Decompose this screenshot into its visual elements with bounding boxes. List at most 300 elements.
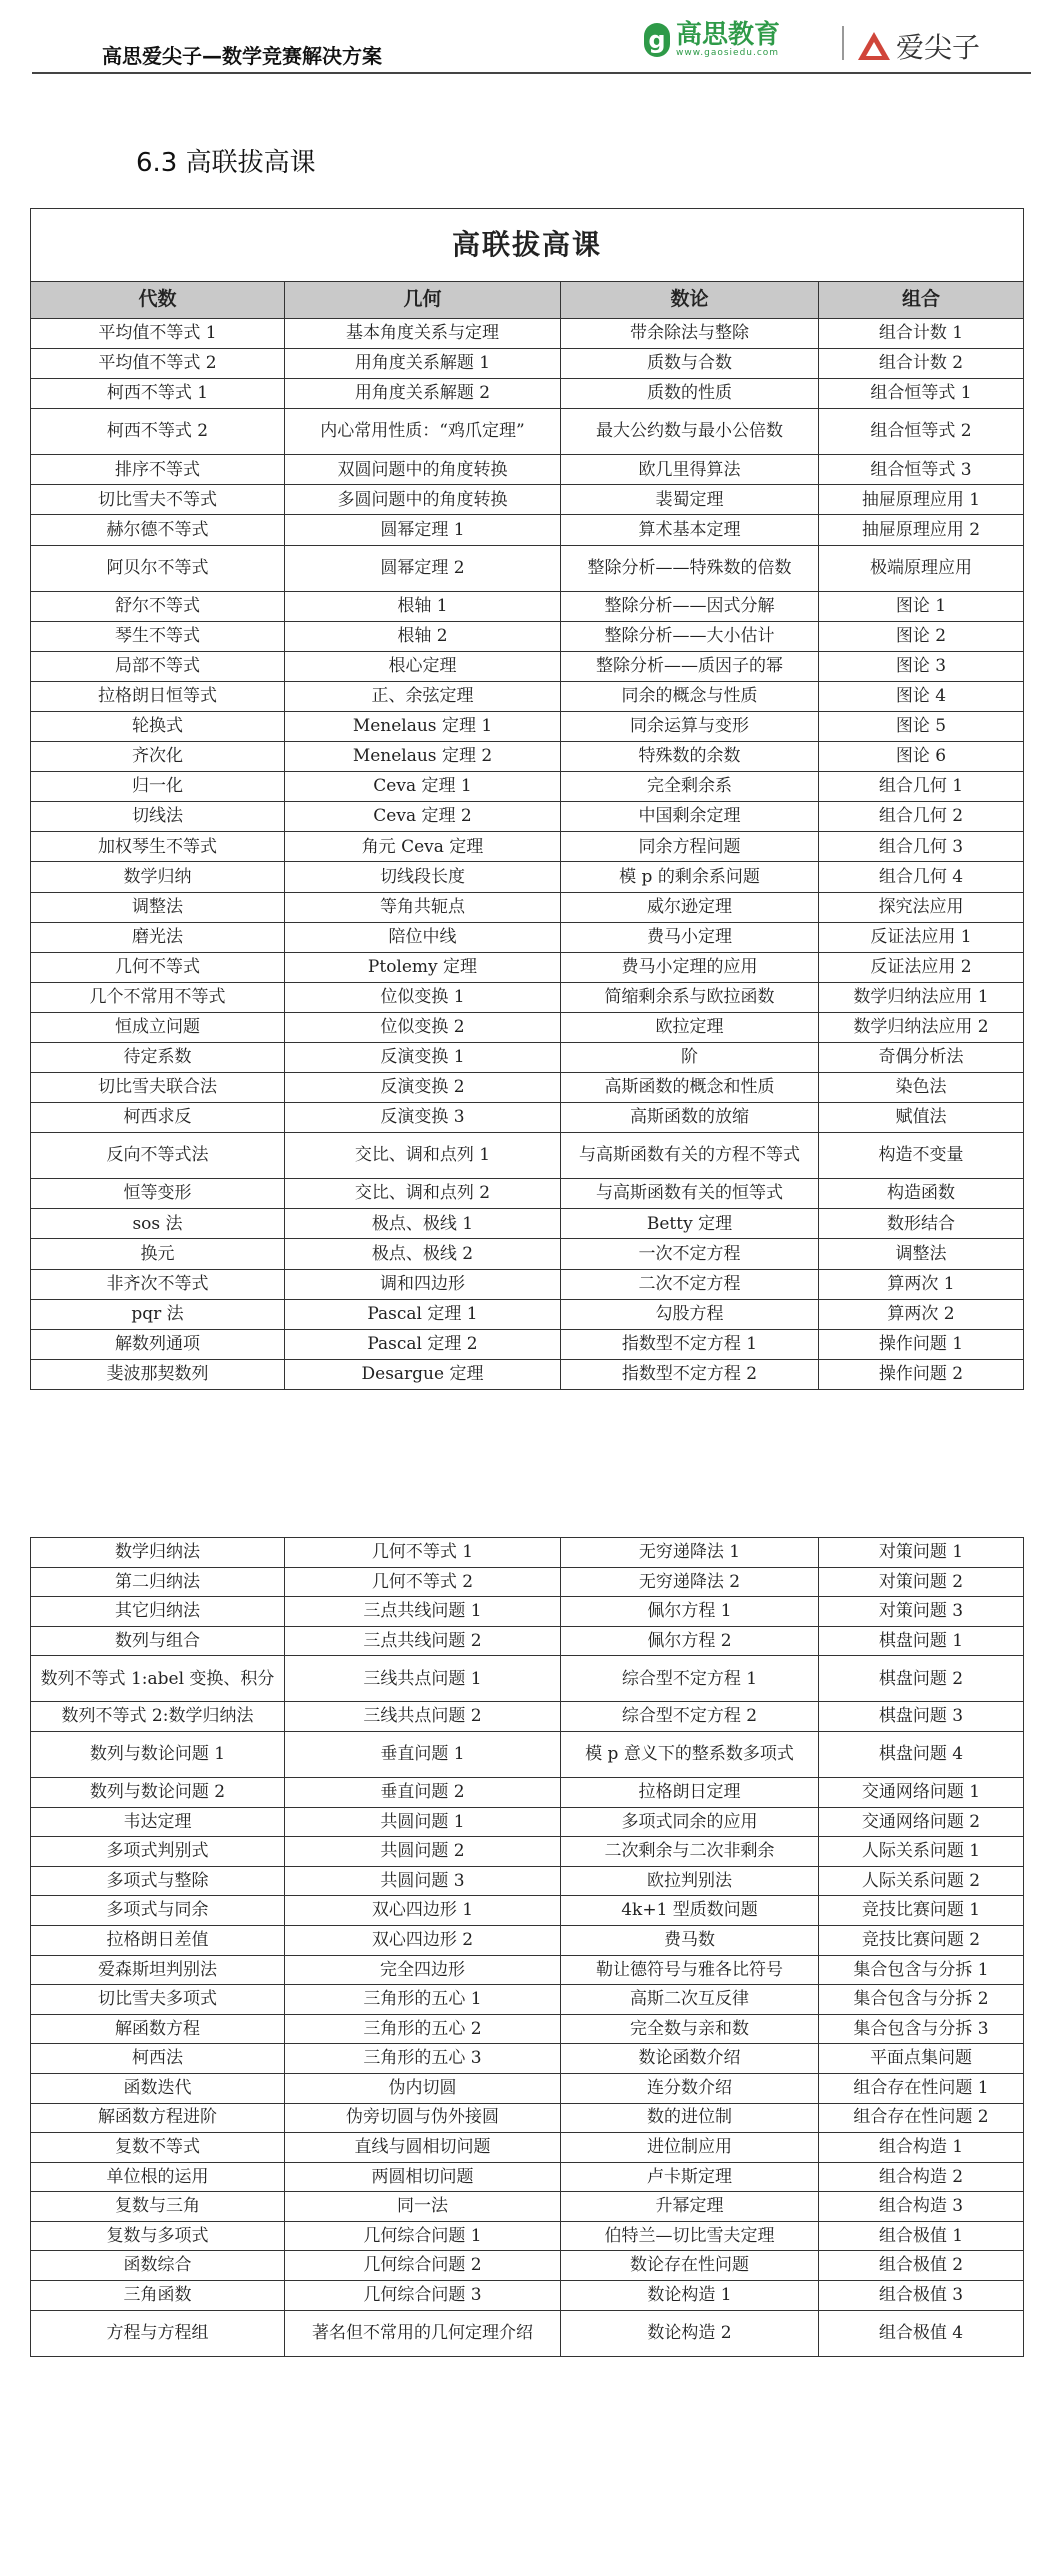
aijianzi-logo — [858, 26, 980, 66]
cell-combinatorics: 图论 6 — [819, 742, 1024, 772]
course-table-part-1 — [30, 208, 1024, 1390]
cell-algebra: 函数综合 — [31, 2251, 285, 2281]
cell-geometry: 直线与圆相切问题 — [285, 2133, 561, 2163]
cell-number-theory: 勾股方程 — [561, 1299, 819, 1329]
cell-algebra: 局部不等式 — [31, 651, 285, 681]
cell-number-theory: 模 p 的剩余系问题 — [561, 862, 819, 892]
cell-algebra: 排序不等式 — [31, 455, 285, 485]
cell-geometry: 垂直问题 1 — [285, 1731, 561, 1777]
cell-geometry: 陪位中线 — [285, 922, 561, 952]
cell-geometry: 伪旁切圆与伪外接圆 — [285, 2103, 561, 2133]
cell-algebra: 非齐次不等式 — [31, 1269, 285, 1299]
cell-combinatorics: 算两次 2 — [819, 1299, 1024, 1329]
cell-algebra: 数学归纳 — [31, 862, 285, 892]
cell-number-theory: 高斯函数的放缩 — [561, 1103, 819, 1133]
table-row — [31, 379, 1024, 409]
cell-geometry: Pascal 定理 1 — [285, 1299, 561, 1329]
cell-combinatorics: 组合恒等式 3 — [819, 455, 1024, 485]
cell-number-theory: 质数与合数 — [561, 349, 819, 379]
page-header — [32, 0, 1031, 74]
table-row — [31, 742, 1024, 772]
cell-geometry: 两圆相切问题 — [285, 2162, 561, 2192]
cell-geometry: 双心四边形 1 — [285, 1896, 561, 1926]
table-row — [31, 2310, 1024, 2356]
cell-combinatorics: 集合包含与分拆 3 — [819, 2014, 1024, 2044]
table-row — [31, 1359, 1024, 1389]
cell-algebra: 三角函数 — [31, 2281, 285, 2311]
table-row — [31, 1837, 1024, 1867]
cell-geometry: 圆幂定理 1 — [285, 515, 561, 545]
table-row — [31, 772, 1024, 802]
table-row — [31, 2192, 1024, 2222]
cell-geometry: 三角形的五心 1 — [285, 1985, 561, 2015]
cell-algebra: 拉格朗日差值 — [31, 1925, 285, 1955]
cell-combinatorics: 人际关系问题 1 — [819, 1837, 1024, 1867]
cell-geometry: 伪内切圆 — [285, 2073, 561, 2103]
cell-combinatorics: 探究法应用 — [819, 892, 1024, 922]
cell-combinatorics: 组合构造 3 — [819, 2192, 1024, 2222]
cell-combinatorics: 交通网络问题 1 — [819, 1777, 1024, 1807]
cell-algebra: 斐波那契数列 — [31, 1359, 285, 1389]
table-row — [31, 681, 1024, 711]
cell-combinatorics: 组合极值 1 — [819, 2221, 1024, 2251]
cell-algebra: 赫尔德不等式 — [31, 515, 285, 545]
aijianzi-logo-icon — [858, 32, 890, 60]
cell-number-theory: 完全数与亲和数 — [561, 2014, 819, 2044]
cell-algebra: 数列不等式 1:abel 变换、积分 — [31, 1656, 285, 1702]
cell-number-theory: 整除分析——因式分解 — [561, 591, 819, 621]
cell-algebra: 归一化 — [31, 772, 285, 802]
cell-combinatorics: 交通网络问题 2 — [819, 1807, 1024, 1837]
cell-combinatorics: 抽屉原理应用 1 — [819, 485, 1024, 515]
cell-geometry: 垂直问题 2 — [285, 1777, 561, 1807]
cell-number-theory: 费马数 — [561, 1925, 819, 1955]
table-row — [31, 862, 1024, 892]
table-row — [31, 2162, 1024, 2192]
table-row — [31, 1042, 1024, 1072]
cell-geometry: Pascal 定理 2 — [285, 1329, 561, 1359]
cell-algebra: 复数与多项式 — [31, 2221, 285, 2251]
cell-number-theory: 连分数介绍 — [561, 2073, 819, 2103]
cell-number-theory: 卢卡斯定理 — [561, 2162, 819, 2192]
cell-number-theory: 裴蜀定理 — [561, 485, 819, 515]
cell-number-theory: 数论存在性问题 — [561, 2251, 819, 2281]
table-row — [31, 2073, 1024, 2103]
cell-algebra: 齐次化 — [31, 742, 285, 772]
cell-number-theory: 与高斯函数有关的方程不等式 — [561, 1133, 819, 1179]
cell-combinatorics: 组合计数 2 — [819, 349, 1024, 379]
cell-combinatorics: 抽屉原理应用 2 — [819, 515, 1024, 545]
cell-geometry: 反演变换 3 — [285, 1103, 561, 1133]
cell-algebra: 爱森斯坦判别法 — [31, 1955, 285, 1985]
cell-combinatorics: 调整法 — [819, 1239, 1024, 1269]
table-row — [31, 1329, 1024, 1359]
cell-geometry: 用角度关系解题 1 — [285, 349, 561, 379]
cell-geometry: 三点共线问题 2 — [285, 1626, 561, 1656]
cell-number-theory: 综合型不定方程 2 — [561, 1702, 819, 1732]
cell-geometry: 角元 Ceva 定理 — [285, 832, 561, 862]
column-header-algebra: 代数 — [31, 282, 285, 319]
table-row — [31, 711, 1024, 741]
cell-algebra: 其它归纳法 — [31, 1597, 285, 1627]
cell-algebra: 复数与三角 — [31, 2192, 285, 2222]
cell-combinatorics: 平面点集问题 — [819, 2044, 1024, 2074]
cell-algebra: 数学归纳法 — [31, 1538, 285, 1568]
cell-combinatorics: 图论 4 — [819, 681, 1024, 711]
cell-algebra: 韦达定理 — [31, 1807, 285, 1837]
table-row — [31, 2221, 1024, 2251]
cell-combinatorics: 组合构造 2 — [819, 2162, 1024, 2192]
cell-combinatorics: 组合几何 1 — [819, 772, 1024, 802]
table-row — [31, 1626, 1024, 1656]
cell-geometry: 著名但不常用的几何定理介绍 — [285, 2310, 561, 2356]
cell-geometry: 反演变换 1 — [285, 1042, 561, 1072]
cell-number-theory: 伯特兰—切比雪夫定理 — [561, 2221, 819, 2251]
cell-algebra: 反向不等式法 — [31, 1133, 285, 1179]
cell-combinatorics: 奇偶分析法 — [819, 1042, 1024, 1072]
table-row — [31, 1012, 1024, 1042]
cell-combinatorics: 染色法 — [819, 1073, 1024, 1103]
cell-geometry: 双心四边形 2 — [285, 1925, 561, 1955]
cell-algebra: 舒尔不等式 — [31, 591, 285, 621]
cell-combinatorics: 组合几何 2 — [819, 802, 1024, 832]
cell-geometry: 几何综合问题 2 — [285, 2251, 561, 2281]
cell-algebra: 函数迭代 — [31, 2073, 285, 2103]
table-row — [31, 319, 1024, 349]
cell-algebra: 切比雪夫多项式 — [31, 1985, 285, 2015]
table-row — [31, 591, 1024, 621]
cell-algebra: 切比雪夫不等式 — [31, 485, 285, 515]
cell-geometry: 共圆问题 2 — [285, 1837, 561, 1867]
table-row — [31, 545, 1024, 591]
table-row — [31, 832, 1024, 862]
table-row — [31, 455, 1024, 485]
cell-number-theory: 数论函数介绍 — [561, 2044, 819, 2074]
table-row — [31, 952, 1024, 982]
cell-number-theory: 综合型不定方程 1 — [561, 1656, 819, 1702]
cell-algebra: 柯西法 — [31, 2044, 285, 2074]
column-header-number-theory: 数论 — [561, 282, 819, 319]
table-row — [31, 1179, 1024, 1209]
cell-combinatorics: 数学归纳法应用 1 — [819, 982, 1024, 1012]
cell-number-theory: 佩尔方程 1 — [561, 1597, 819, 1627]
table-row — [31, 1955, 1024, 1985]
cell-algebra: 解数列通项 — [31, 1329, 285, 1359]
cell-number-theory: 二次剩余与二次非剩余 — [561, 1837, 819, 1867]
table-row — [31, 485, 1024, 515]
cell-combinatorics: 构造不变量 — [819, 1133, 1024, 1179]
cell-algebra: 数列不等式 2:数学归纳法 — [31, 1702, 285, 1732]
table-row — [31, 515, 1024, 545]
cell-number-theory: 同余的概念与性质 — [561, 681, 819, 711]
cell-combinatorics: 对策问题 2 — [819, 1567, 1024, 1597]
cell-combinatorics: 组合存在性问题 1 — [819, 2073, 1024, 2103]
cell-combinatorics: 图论 3 — [819, 651, 1024, 681]
cell-geometry: 同一法 — [285, 2192, 561, 2222]
cell-combinatorics: 竞技比赛问题 2 — [819, 1925, 1024, 1955]
cell-combinatorics: 棋盘问题 4 — [819, 1731, 1024, 1777]
cell-number-theory: 进位制应用 — [561, 2133, 819, 2163]
cell-number-theory: 佩尔方程 2 — [561, 1626, 819, 1656]
section-title: 6.3 高联拔高课 — [136, 148, 316, 178]
cell-geometry: 正、余弦定理 — [285, 681, 561, 711]
cell-number-theory: 费马小定理的应用 — [561, 952, 819, 982]
cell-geometry: 等角共轭点 — [285, 892, 561, 922]
cell-geometry: 三点共线问题 1 — [285, 1597, 561, 1627]
cell-number-theory: 简缩剩余系与欧拉函数 — [561, 982, 819, 1012]
cell-number-theory: 整除分析——特殊数的倍数 — [561, 545, 819, 591]
cell-number-theory: 4k+1 型质数问题 — [561, 1896, 819, 1926]
table-row — [31, 1896, 1024, 1926]
cell-geometry: 调和四边形 — [285, 1269, 561, 1299]
cell-number-theory: 整除分析——大小估计 — [561, 621, 819, 651]
cell-number-theory: 同余方程问题 — [561, 832, 819, 862]
cell-algebra: 解函数方程进阶 — [31, 2103, 285, 2133]
cell-geometry: 三角形的五心 3 — [285, 2044, 561, 2074]
table-row — [31, 1269, 1024, 1299]
cell-geometry: 极点、极线 1 — [285, 1209, 561, 1239]
cell-geometry: 双圆问题中的角度转换 — [285, 455, 561, 485]
cell-algebra: 平均值不等式 2 — [31, 349, 285, 379]
cell-combinatorics: 组合构造 1 — [819, 2133, 1024, 2163]
cell-geometry: 几何不等式 2 — [285, 1567, 561, 1597]
table-row — [31, 922, 1024, 952]
cell-number-theory: 数的进位制 — [561, 2103, 819, 2133]
cell-geometry: 三角形的五心 2 — [285, 2014, 561, 2044]
cell-number-theory: 升幂定理 — [561, 2192, 819, 2222]
table-row — [31, 1807, 1024, 1837]
cell-number-theory: 欧拉定理 — [561, 1012, 819, 1042]
cell-number-theory: 与高斯函数有关的恒等式 — [561, 1179, 819, 1209]
table-row — [31, 651, 1024, 681]
cell-algebra: 柯西不等式 1 — [31, 379, 285, 409]
cell-algebra: 第二归纳法 — [31, 1567, 285, 1597]
table-row — [31, 2251, 1024, 2281]
cell-number-theory: 无穷递降法 2 — [561, 1567, 819, 1597]
table-header-row — [31, 282, 1024, 319]
cell-algebra: 琴生不等式 — [31, 621, 285, 651]
table-row — [31, 1925, 1024, 1955]
cell-algebra: 加权琴生不等式 — [31, 832, 285, 862]
cell-geometry: 圆幂定理 2 — [285, 545, 561, 591]
cell-number-theory: 欧几里得算法 — [561, 455, 819, 485]
cell-number-theory: 高斯二次互反律 — [561, 1985, 819, 2015]
cell-geometry: 用角度关系解题 2 — [285, 379, 561, 409]
column-header-geometry: 几何 — [285, 282, 561, 319]
table-row — [31, 2133, 1024, 2163]
cell-number-theory: Betty 定理 — [561, 1209, 819, 1239]
cell-combinatorics: 组合恒等式 1 — [819, 379, 1024, 409]
table-row — [31, 2281, 1024, 2311]
cell-geometry: 交比、调和点列 2 — [285, 1179, 561, 1209]
cell-algebra: 柯西求反 — [31, 1103, 285, 1133]
cell-combinatorics: 赋值法 — [819, 1103, 1024, 1133]
cell-algebra: 多项式与整除 — [31, 1866, 285, 1896]
cell-algebra: 多项式与同余 — [31, 1896, 285, 1926]
table-row — [31, 1567, 1024, 1597]
cell-combinatorics: 棋盘问题 1 — [819, 1626, 1024, 1656]
table-row — [31, 2103, 1024, 2133]
cell-algebra: 数列与数论问题 2 — [31, 1777, 285, 1807]
cell-algebra: 复数不等式 — [31, 2133, 285, 2163]
cell-algebra: 平均值不等式 1 — [31, 319, 285, 349]
cell-combinatorics: 组合恒等式 2 — [819, 409, 1024, 455]
cell-geometry: 内心常用性质：“鸡爪定理” — [285, 409, 561, 455]
cell-geometry: 反演变换 2 — [285, 1073, 561, 1103]
cell-algebra: 切线法 — [31, 802, 285, 832]
cell-number-theory: 数论构造 1 — [561, 2281, 819, 2311]
cell-combinatorics: 组合计数 1 — [819, 319, 1024, 349]
cell-number-theory: 带余除法与整除 — [561, 319, 819, 349]
cell-combinatorics: 组合几何 4 — [819, 862, 1024, 892]
cell-combinatorics: 组合极值 4 — [819, 2310, 1024, 2356]
cell-number-theory: 特殊数的余数 — [561, 742, 819, 772]
cell-geometry: Menelaus 定理 1 — [285, 711, 561, 741]
cell-geometry: 根心定理 — [285, 651, 561, 681]
cell-algebra: pqr 法 — [31, 1299, 285, 1329]
cell-geometry: 三线共点问题 1 — [285, 1656, 561, 1702]
cell-algebra: 磨光法 — [31, 922, 285, 952]
cell-number-theory: 指数型不定方程 1 — [561, 1329, 819, 1359]
table-row — [31, 982, 1024, 1012]
table-row — [31, 1103, 1024, 1133]
cell-geometry: 根轴 1 — [285, 591, 561, 621]
cell-geometry: Ceva 定理 1 — [285, 772, 561, 802]
table-row — [31, 1866, 1024, 1896]
cell-algebra: 切比雪夫联合法 — [31, 1073, 285, 1103]
table-row — [31, 1133, 1024, 1179]
cell-algebra: 多项式判别式 — [31, 1837, 285, 1867]
cell-combinatorics: 组合几何 3 — [819, 832, 1024, 862]
cell-algebra: 轮换式 — [31, 711, 285, 741]
cell-combinatorics: 棋盘问题 3 — [819, 1702, 1024, 1732]
cell-number-theory: 欧拉判别法 — [561, 1866, 819, 1896]
cell-number-theory: 一次不定方程 — [561, 1239, 819, 1269]
cell-algebra: 待定系数 — [31, 1042, 285, 1072]
cell-combinatorics: 组合极值 2 — [819, 2251, 1024, 2281]
table-row — [31, 1073, 1024, 1103]
cell-algebra: 几个不常用不等式 — [31, 982, 285, 1012]
cell-combinatorics: 反证法应用 1 — [819, 922, 1024, 952]
cell-geometry: 三线共点问题 2 — [285, 1702, 561, 1732]
table-row — [31, 1239, 1024, 1269]
cell-algebra: 拉格朗日恒等式 — [31, 681, 285, 711]
cell-combinatorics: 操作问题 1 — [819, 1329, 1024, 1359]
cell-geometry: 共圆问题 1 — [285, 1807, 561, 1837]
cell-combinatorics: 图论 5 — [819, 711, 1024, 741]
cell-number-theory: 整除分析——质因子的幂 — [561, 651, 819, 681]
logo-divider — [842, 26, 844, 60]
cell-number-theory: 拉格朗日定理 — [561, 1777, 819, 1807]
cell-geometry: 位似变换 1 — [285, 982, 561, 1012]
cell-algebra: 调整法 — [31, 892, 285, 922]
cell-geometry: 几何综合问题 3 — [285, 2281, 561, 2311]
cell-combinatorics: 操作问题 2 — [819, 1359, 1024, 1389]
table-row — [31, 1702, 1024, 1732]
gaosi-logo-url: www.gaosiedu.com — [676, 48, 780, 58]
cell-algebra: 恒成立问题 — [31, 1012, 285, 1042]
cell-combinatorics: 组合极值 3 — [819, 2281, 1024, 2311]
table-row — [31, 2014, 1024, 2044]
cell-combinatorics: 极端原理应用 — [819, 545, 1024, 591]
cell-geometry: Menelaus 定理 2 — [285, 742, 561, 772]
table-row — [31, 802, 1024, 832]
cell-number-theory: 完全剩余系 — [561, 772, 819, 802]
cell-number-theory: 数论构造 2 — [561, 2310, 819, 2356]
cell-combinatorics: 数形结合 — [819, 1209, 1024, 1239]
cell-algebra: 几何不等式 — [31, 952, 285, 982]
table-row — [31, 1777, 1024, 1807]
cell-geometry: 切线段长度 — [285, 862, 561, 892]
cell-geometry: Ceva 定理 2 — [285, 802, 561, 832]
cell-combinatorics: 对策问题 1 — [819, 1538, 1024, 1568]
aijianzi-logo-text: 爱尖子 — [896, 31, 981, 64]
cell-combinatorics: 图论 1 — [819, 591, 1024, 621]
cell-number-theory: 勒让德符号与雅各比符号 — [561, 1955, 819, 1985]
cell-number-theory: 模 p 意义下的整系数多项式 — [561, 1731, 819, 1777]
cell-geometry: 交比、调和点列 1 — [285, 1133, 561, 1179]
cell-combinatorics: 人际关系问题 2 — [819, 1866, 1024, 1896]
cell-algebra: 换元 — [31, 1239, 285, 1269]
table-row — [31, 1597, 1024, 1627]
cell-geometry: Desargue 定理 — [285, 1359, 561, 1389]
cell-number-theory: 费马小定理 — [561, 922, 819, 952]
cell-number-theory: 二次不定方程 — [561, 1269, 819, 1299]
table-row — [31, 409, 1024, 455]
table-row — [31, 621, 1024, 651]
cell-geometry: 几何不等式 1 — [285, 1538, 561, 1568]
cell-combinatorics: 集合包含与分拆 2 — [819, 1985, 1024, 2015]
cell-geometry: 位似变换 2 — [285, 1012, 561, 1042]
cell-combinatorics: 集合包含与分拆 1 — [819, 1955, 1024, 1985]
cell-combinatorics: 组合存在性问题 2 — [819, 2103, 1024, 2133]
cell-combinatorics: 对策问题 3 — [819, 1597, 1024, 1627]
cell-combinatorics: 棋盘问题 2 — [819, 1656, 1024, 1702]
cell-number-theory: 质数的性质 — [561, 379, 819, 409]
cell-combinatorics: 竞技比赛问题 1 — [819, 1896, 1024, 1926]
cell-number-theory: 同余运算与变形 — [561, 711, 819, 741]
table-row — [31, 1538, 1024, 1568]
table-row — [31, 1731, 1024, 1777]
cell-geometry: 多圆问题中的角度转换 — [285, 485, 561, 515]
table-row — [31, 349, 1024, 379]
cell-algebra: sos 法 — [31, 1209, 285, 1239]
cell-number-theory: 最大公约数与最小公倍数 — [561, 409, 819, 455]
gaosi-logo — [644, 22, 780, 58]
table-row — [31, 1656, 1024, 1702]
cell-number-theory: 无穷递降法 1 — [561, 1538, 819, 1568]
cell-geometry: 根轴 2 — [285, 621, 561, 651]
cell-combinatorics: 反证法应用 2 — [819, 952, 1024, 982]
table-row — [31, 1209, 1024, 1239]
cell-geometry: 基本角度关系与定理 — [285, 319, 561, 349]
cell-number-theory: 中国剩余定理 — [561, 802, 819, 832]
cell-number-theory: 指数型不定方程 2 — [561, 1359, 819, 1389]
cell-algebra: 解函数方程 — [31, 2014, 285, 2044]
course-table-part-2 — [30, 1537, 1024, 2357]
cell-algebra: 方程与方程组 — [31, 2310, 285, 2356]
table-row — [31, 2044, 1024, 2074]
column-header-combinatorics: 组合 — [819, 282, 1024, 319]
cell-algebra: 单位根的运用 — [31, 2162, 285, 2192]
cell-algebra: 数列与组合 — [31, 1626, 285, 1656]
cell-geometry: Ptolemy 定理 — [285, 952, 561, 982]
cell-number-theory: 多项式同余的应用 — [561, 1807, 819, 1837]
cell-combinatorics: 构造函数 — [819, 1179, 1024, 1209]
gaosi-logo-icon: g — [644, 23, 670, 57]
header-title: 高思爱尖子—数学竞赛解决方案 — [102, 44, 382, 68]
gaosi-logo-text: 高思教育 — [676, 20, 781, 50]
